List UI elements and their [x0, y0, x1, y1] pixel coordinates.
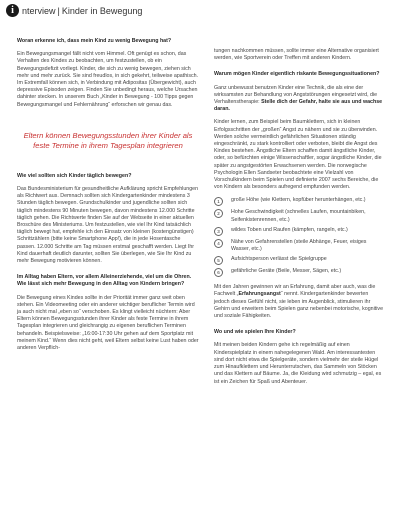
list-text: wildes Toben und Raufen (kämpfen, rangeln, etc.)	[231, 226, 348, 233]
list-item	[214, 209, 384, 223]
answer-paragraph: Das Bundesministerium für gesundheitliche Aufklärung spricht Empfehlungen als Richtwert aus. Demnach sollten sich Kindergartenkinder mindestens 3 Stunden täglich bewegen. Grundschulkinder und jugendliche sollten sich täglich mindestens 90 Minuten bewegen, davon mindestens 12.000 Schritte täglich gehen. Die Richtwerte finden Sie auf der Webseite in einer aktuellen Broschüre des Ministeriums. Um festzustellen, wie viel Ihr Kind tatsächlich täglich bewegt hat, empfehle ich den Einsatz von kleinen (kostengünstigen) Schrittzählern (bitte keine Smartphone App!), die in jede Hosentasche passen. 12.000 Schritte am Tag müssen erstmal geschafft werden. Liegt Ihr Kind dauerhaft deutlich darunter, sollten Sie überlegen, wie Sie Ihr Kind zu mehr Bewegung motivieren können.	[17, 186, 199, 265]
header-label	[22, 6, 142, 16]
answer-text: Mit den Jahren gewinnen wir an Erfahrung, damit aber auch, was die Fachwelt „	[214, 284, 376, 298]
list-number: 5	[214, 256, 223, 265]
list-item	[214, 197, 384, 206]
answer-paragraph: Mit meinen beiden Kindern gehe ich regelmäßig auf einen Kinderspielplatz in einem nahegelegenen Wald. Am interessantesten sind dort nicht etwa die Spielgeräte, sondern vielmehr der steile Hügel zum Hinaufklettern und Herunterrutschen, das Sammeln von Stöcken und das Klettern auf Bäume. Ja, die Kleidung wird schmutzig – egal, es ist ein Zeichen für Spaß und Abenteuer.	[214, 342, 382, 385]
answer-emphasis: Stelle dich der Gefahr, halte sie aus und wachse daran.	[214, 99, 383, 113]
question-heading: Warum mögen Kinder eigentlich riskante Bewegungssituationen?	[214, 71, 380, 78]
left-column	[17, 38, 199, 352]
list-number: 1	[214, 197, 223, 206]
answer-paragraph: Kinder lernen, zum Beispiel beim Baumklettern, sich in kleinen Erfolgsschritten der „großen“ Angst zu nähern und sie zu überwinden. Werden solche vermeintlich gefährlichen Situationen ständig eingeschränkt, zu stark kontrolliert oder verboten, bleibt die Angst des Kindes bestehen. Ängstliche Eltern schaffen damit ängstliche Kinder, oder, so befürchten einige Wissenschaftler, sogar ängstliche Kinder, die später zu angstgestörten Erwachsenen werden. Die norwegische Psychologin Ellen Sandseter beobachtete eine Vielzahl von Vorschulkindern beim Spielen und definierte 2007 sechs Bereiche, die von Kindern als besonders aufregend empfunden werden.	[214, 119, 382, 191]
list-number: 6	[214, 268, 223, 277]
list-text: gefährliche Geräte (Beile, Messer, Sägen, etc.)	[231, 268, 342, 275]
right-column	[214, 48, 384, 386]
answer-text: “ nennt. Kindergartenkinder bewerten jedoch dieses Gefühl nicht, sie leben im Augenblick, stimulieren ihr Gehirn und erweitern beim Spielen ganz nebenbei motorische, kognitive und soziale Fähigkeiten.	[214, 291, 384, 320]
list-number: 4	[214, 239, 223, 248]
list-number: 3	[214, 227, 223, 236]
page-header	[6, 4, 142, 17]
answer-paragraph: Die Bewegung eines Kindes sollte in der Priorität immer ganz weit oben stehen. Ein Videomeeting oder ein anderer wichtiger beruflicher Termin wird ja auch nicht mal „eben so“ verschoben. Es klingt vielleicht nüchtern: Aber Eltern können Bewegungsstunden ihrer Kinder als feste Termine in ihrem Tagesplan integrieren und gleichrangig zu eigenen beruflichen Terminen behandeln. Beispielsweise: „16:00-17:30 Uhr gehen auf dem Sportplatz mit meinem Kind.“ Wenn dies nicht geht, weil Eltern selbst keine Lust haben oder anderen Verpflich-	[17, 294, 199, 352]
section-name: nterview	[22, 5, 56, 16]
list-text: Hohe Geschwindigkeit (schnelles Laufen, mountainbiken, Seifenkistenrennen, etc.)	[231, 209, 366, 223]
list-text: große Höhe (wie Klettern, kopfüber herunterhängen, etc.)	[231, 197, 366, 204]
list-item	[214, 239, 384, 253]
question-heading: Im Alltag haben Eltern, vor allem Alleinerziehende, viel um die Ohren. Wie lässt sich mehr Bewegung in den Alltag von Kindern bringen?	[17, 274, 192, 288]
header-title: Kinder in Bewegung	[61, 5, 143, 16]
risk-list	[214, 197, 384, 277]
list-text: Aufsichtsperson verlässt die Spielgruppe	[231, 256, 327, 263]
list-text: Nähe von Gefahrenstellen (steile Abhänge, Feuer, eisiges Wasser, etc.)	[231, 238, 367, 253]
question-heading: Wo und wie spielen Ihre Kinder?	[214, 329, 296, 336]
answer-paragraph: Ein Bewegungsmangel fällt nicht vom Himmel. Oft genügt es schon, das Verhalten des Kindes zu beobachten, um festzustellen, ob ein Bewegungsdefizit vorliegt. Kinder, die sich zu wenig bewegen, ziehen sich mehr und mehr zurück. Sie sind freudlos, in sich gekehrt, teilweise apathisch. Im Extremfall können sich, in Verbindung mit Adipositas (Übergewicht), auch depressive Episoden zeigen. Finden Sie unbedingt heraus, welche Ursachen dahinter stecken. In unserem Buch „Kinder in Bewegung - 100 Tipps gegen Bewegungsmangel und Fehlernährung“ erforschen wir genau das.	[17, 51, 199, 108]
question-heading: Woran erkenne ich, dass mein Kind zu wenig Bewegung hat?	[17, 38, 172, 44]
answer-paragraph	[214, 284, 384, 320]
answer-text: Ganz unbewusst benutzen Kinder eine Technik, die als eine der wirksamsten zur Behandlung von Angststörungen eingesetzt wird, die Verhaltenstherapie:	[214, 84, 378, 106]
list-item	[214, 268, 384, 277]
answer-paragraph: tungen nachkommen müssen, sollte immer eine Alternative organisiert werden, wie Sportverein oder Treffen mit anderen Kindern.	[214, 48, 379, 62]
pull-quote: Eltern können Bewegungsstunden ihrer Kinder als feste Termine in ihrem Tagesplan integrieren	[23, 130, 193, 150]
list-number: 2	[214, 209, 223, 218]
header-separator: |	[57, 5, 60, 16]
info-icon: i	[6, 4, 19, 17]
list-item	[214, 256, 384, 265]
answer-paragraph	[214, 85, 384, 114]
question-heading: Wie viel sollten sich Kinder täglich bewegen?	[17, 172, 132, 179]
list-item	[214, 227, 384, 236]
answer-emphasis: Erfahrungsangst	[238, 291, 281, 298]
